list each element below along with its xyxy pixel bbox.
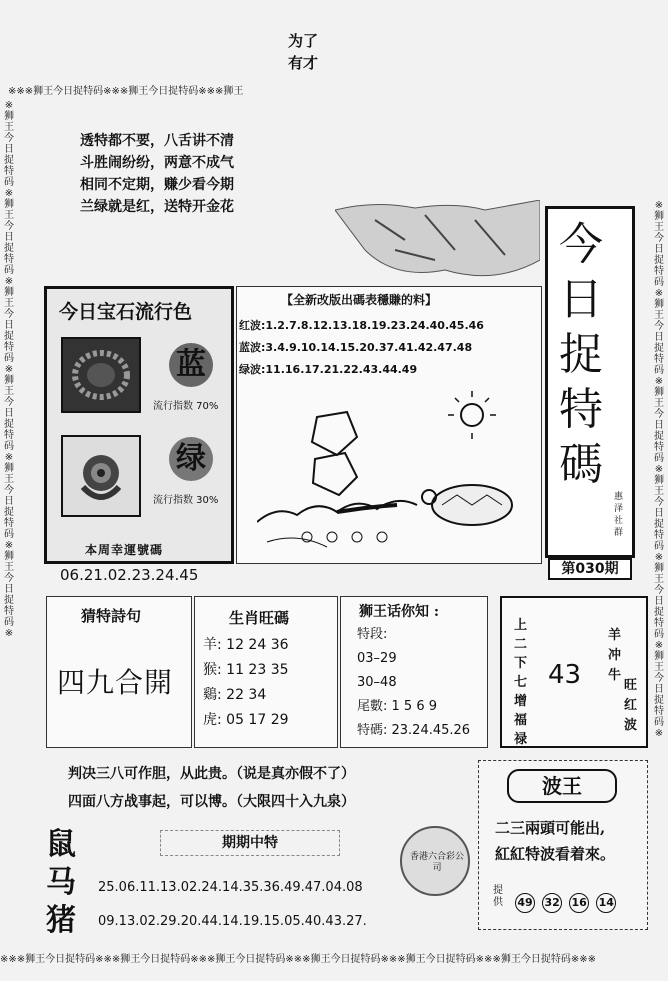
wave-green: 绿波:11.16.17.21.22.43.44.49 [239, 363, 418, 376]
wave-red: 红波:1.2.7.8.12.13.18.19.23.24.40.45.46 [239, 319, 484, 332]
wave-king-panel [478, 760, 648, 930]
lion-says-row: 特段: [357, 627, 388, 642]
wave-title: 【全新改版出碼表穩賺的料】 [281, 293, 438, 307]
wave-blue: 蓝波:3.4.9.10.14.15.20.37.41.42.47.48 [239, 341, 473, 354]
title-char: 碼 [559, 439, 603, 490]
wave-king-line2: 紅紅特波看着來。 [495, 845, 616, 863]
issue-box [548, 558, 632, 580]
gem-image-1 [61, 337, 141, 413]
lion-says-row: 特碼: 23.24.45.26 [357, 723, 471, 738]
poem-line: 兰绿就是红，送特开金花 [80, 199, 234, 215]
period-title: 期期中特 [222, 835, 278, 851]
gem-index-2: 流行指数 30% [153, 495, 219, 506]
right-panel [500, 596, 648, 748]
ball-number: 14 [596, 893, 616, 913]
lion-says-panel [340, 596, 488, 748]
lucky-title: 本周幸運號碼 [85, 543, 164, 557]
rock-illustration [335, 200, 540, 285]
left-side-band: ※狮王今日捉特码※狮王今日捉特码※狮王今日捉特码※狮王今日捉特码※狮王今日捉特码※狮王今日捉特码※ [4, 100, 14, 639]
ball-number: 16 [569, 893, 589, 913]
poem-line: 相同不定期，赚少看今期 [80, 177, 234, 193]
title-box [545, 206, 635, 558]
publisher-name: 惠泽社群 [614, 492, 624, 538]
lion-says-rows [357, 623, 470, 743]
right-panel-left-col: 上二下七增福禄 [514, 618, 528, 747]
ball-number: 32 [542, 893, 562, 913]
right-panel-col-b: 旺红波 [624, 678, 638, 733]
title-char: 日 [559, 274, 603, 325]
lion-says-row: 尾數: 1 5 6 9 [357, 699, 437, 714]
period-line-2: 09.13.02.29.20.44.14.19.15.05.40.43.27. [98, 914, 367, 929]
right-panel-number: 43 [548, 660, 582, 690]
verse-lines [68, 760, 355, 816]
zodiac-row: 羊: 12 24 36 [203, 637, 289, 653]
guess-poem-text: 四九合開 [57, 666, 174, 699]
zodiac-row: 猴: 11 23 35 [203, 662, 289, 678]
stamp [400, 826, 470, 896]
lion-says-title: 狮王话你知 : [359, 604, 440, 620]
poem-line: 斗胜闹纷纷，两意不成气 [80, 155, 234, 171]
turtle-drawing [257, 387, 537, 557]
verse-line: 四面八方战事起，可以博。（大限四十入九泉） [68, 794, 355, 810]
top-fragment [288, 30, 318, 74]
title-chars [556, 217, 606, 492]
gem-color-2: 绿 [169, 437, 213, 481]
gem-color-1: 蓝 [169, 343, 213, 387]
top-fragment-line2: 有才 [288, 54, 319, 72]
title-char: 捉 [559, 329, 603, 380]
top-fragment-line1: 为了 [288, 32, 319, 50]
guess-poem-panel [46, 596, 192, 748]
zodiac-row: 虎: 05 17 29 [203, 712, 289, 728]
guess-poem-title: 猜特詩句 [81, 607, 142, 625]
verse-line: 判决三八可作胆，从此贵。（说是真亦假不了） [68, 766, 355, 782]
bottom-banner: ※※※狮王今日捉特码※※※狮王今日捉特码※※※狮王今日捉特码※※※狮王今日捉特码※※※狮王今日捉特码※※※狮王今日捉特码※※※ [0, 954, 596, 965]
top-banner: ※※※狮王今日捉特码※※※狮王今日捉特码※※※狮王 [8, 86, 244, 97]
gem-index-1: 流行指数 70% [153, 401, 219, 412]
right-panel-col-a: 羊冲牛 [608, 628, 622, 683]
animal-char: 马 [46, 865, 76, 900]
zodiac-panel [194, 596, 338, 748]
period-line-1: 25.06.11.13.02.24.14.35.36.49.47.04.08 [98, 880, 363, 895]
lion-says-row: 30–48 [357, 675, 397, 690]
top-poem [80, 130, 234, 218]
gem-image-2 [61, 435, 141, 517]
zodiac-rows [203, 633, 289, 733]
wave-king-tip: 提供 [493, 885, 503, 908]
animal-char: 鼠 [46, 827, 76, 862]
wave-king-title: 波王 [507, 769, 617, 803]
gem-title: 今日宝石流行色 [59, 301, 193, 323]
gem-panel [44, 286, 234, 564]
stamp-text: 香港六合彩公司 [409, 852, 464, 873]
bottom-animals [46, 826, 76, 940]
zodiac-row: 鷄: 22 34 [203, 687, 267, 703]
animal-char: 猪 [46, 903, 76, 938]
wave-king-balls [515, 891, 618, 913]
wave-king-line1: 二三兩頭可能出, [495, 819, 606, 837]
wave-panel [236, 286, 542, 564]
issue-number: 第030期 [561, 561, 619, 577]
ball-number: 49 [515, 893, 535, 913]
period-title-box [160, 830, 340, 856]
title-char: 特 [559, 384, 603, 435]
right-side-band: ※狮王今日捉特码※狮王今日捉特码※狮王今日捉特码※狮王今日捉特码※狮王今日捉特码※狮王今日捉特码※ [654, 200, 664, 739]
lion-says-row: 03–29 [357, 651, 397, 666]
lucky-numbers: 06.21.02.23.24.45 [60, 566, 199, 584]
zodiac-title: 生肖旺碼 [229, 609, 290, 627]
title-char: 今 [559, 219, 603, 270]
poem-line: 透特都不要，八舌讲不清 [80, 133, 234, 149]
